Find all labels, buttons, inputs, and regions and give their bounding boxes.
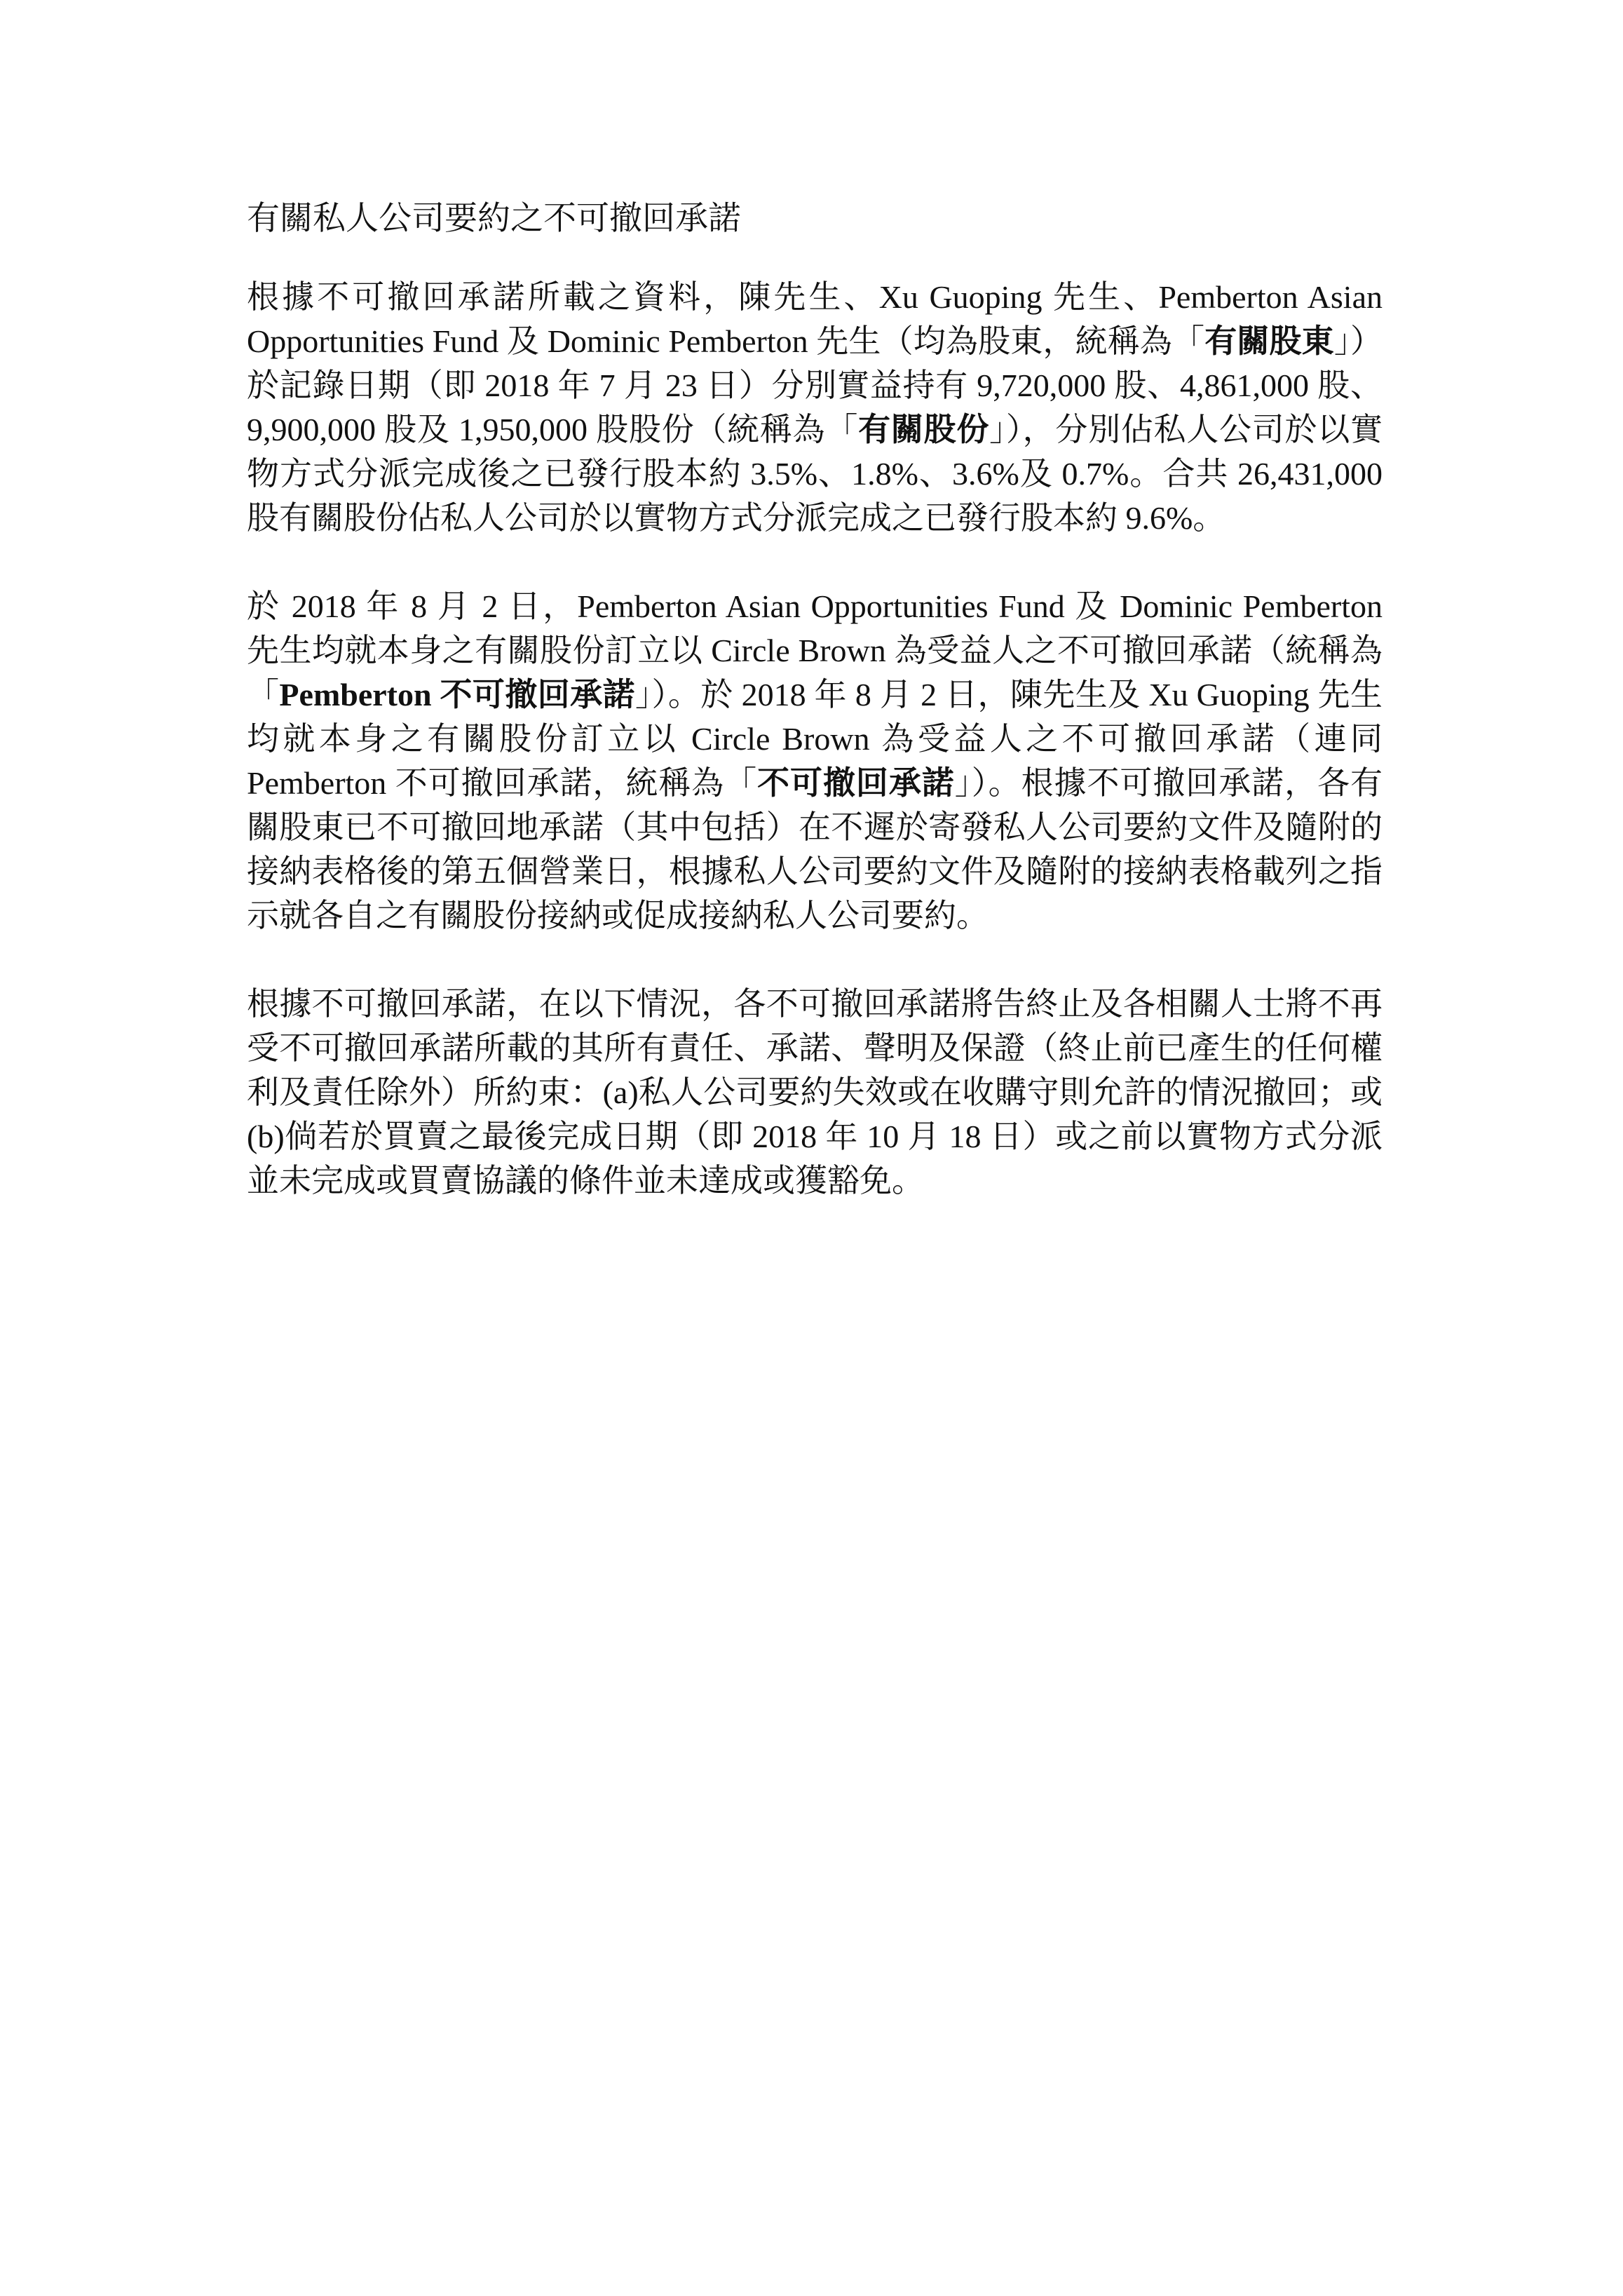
defined-term-pemberton-undertakings: Pemberton 不可撤回承諾 bbox=[279, 677, 636, 713]
paragraph-text: 」）。根據不可撤回承諾，各有關股東已不可撤回地承諾（其中包括）在不遲於寄發私人公司要約文件及隨附的接納表格後的第五個營業日，根據私人公司要約文件及隨附的接納表格載列之指示就各自之有關股份接納或促成接納私人公司要約。 bbox=[247, 765, 1383, 933]
defined-term-relevant-shares: 有關股份 bbox=[858, 412, 990, 447]
defined-term-irrevocable-undertakings: 不可撤回承諾 bbox=[757, 765, 955, 801]
paragraph-shareholdings bbox=[247, 275, 1383, 540]
paragraph-text: 」）於記錄日期（即 2018 年 7 月 23 日）分別實益持有 9,720,000 股、4,861,000 股、9,900,000 股及 1,950,000 股股份（統稱為「 bbox=[247, 323, 1383, 447]
paragraph-text: 」）。於 2018 年 8 月 2 日，陳先生及 Xu Guoping 先生均就本身之有關股份訂立以 Circle Brown 為受益人之不可撤回承諾（連同 Pemberton 不可撤回承諾，統稱為「 bbox=[247, 677, 1383, 801]
document-page bbox=[247, 191, 1383, 1247]
document-heading: 有關私人公司要約之不可撤回承諾 bbox=[247, 201, 741, 237]
paragraph-text: 」），分別佔私人公司於以實物方式分派完成後之已發行股本約 3.5%、1.8%、3.6%及 0.7%。合共 26,431,000 股有關股份佔私人公司於以實物方式分派完成之已發行股本約 9.6%。 bbox=[247, 412, 1383, 536]
defined-term-relevant-shareholders: 有關股東 bbox=[1204, 323, 1334, 359]
paragraph-text: 根據不可撤回承諾所載之資料，陳先生、Xu Guoping 先生、Pemberton Asian Opportunities Fund 及 Dominic Pemberton 先生（均為股東，統稱為「 bbox=[247, 279, 1383, 359]
paragraph-undertakings bbox=[247, 584, 1383, 938]
paragraph-termination: 根據不可撤回承諾，在以下情況，各不可撤回承諾將告終止及各相關人士將不再受不可撤回承諾所載的其所有責任、承諾、聲明及保證（終止前已產生的任何權利及責任除外）所約束：(a)私人公司要約失效或在收購守則允許的情況撤回；或(b)倘若於買賣之最後完成日期（即 2018 年 10 月 18 日）或之前以實物方式分派並未完成或買賣協議的條件並未達成或獲豁免。 bbox=[247, 986, 1383, 1198]
paragraph-text: 於 2018 年 8 月 2 日，Pemberton Asian Opportunities Fund 及 Dominic Pemberton 先生均就本身之有關股份訂立以 Circle Brown 為受益人之不可撤回承諾（統稱為「 bbox=[247, 588, 1383, 713]
